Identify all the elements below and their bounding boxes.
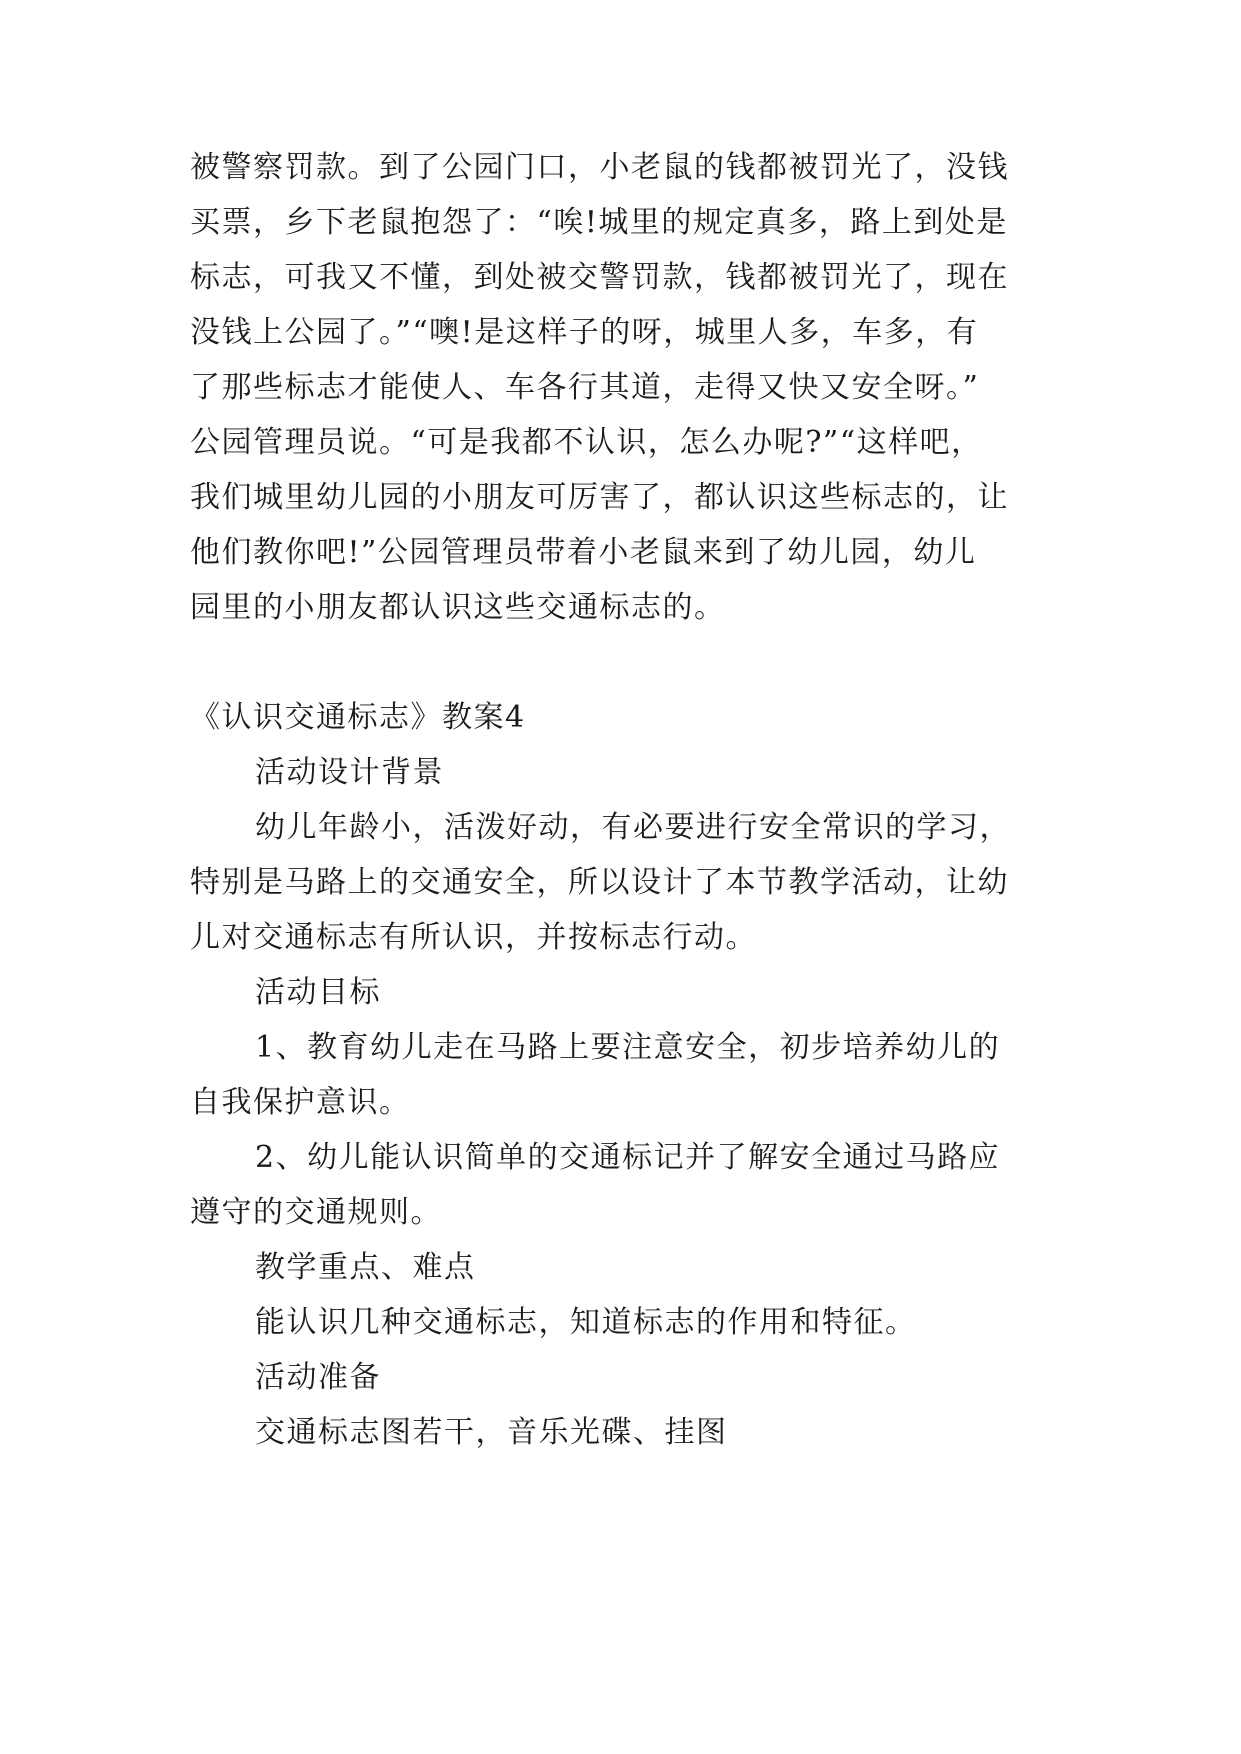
paragraph-line: 遵守的交通规则。 — [190, 1195, 442, 1230]
section-heading-background: 活动设计背景 — [255, 755, 444, 790]
section-heading-key-points: 教学重点、难点 — [255, 1250, 476, 1285]
lesson-title: 《认识交通标志》教案4 — [190, 700, 526, 735]
paragraph-line: 儿对交通标志有所认识，并按标志行动。 — [190, 920, 757, 955]
paragraph-line: 自我保护意识。 — [190, 1085, 411, 1120]
section-heading-preparation: 活动准备 — [255, 1360, 381, 1395]
paragraph-line: 幼儿年龄小，活泼好动，有必要进行安全常识的学习， — [255, 810, 1011, 845]
paragraph-line: 1、教育幼儿走在马路上要注意安全，初步培养幼儿的 — [255, 1030, 1001, 1065]
story-line: 他们教你吧!”公园管理员带着小老鼠来到了幼儿园，幼儿 — [190, 535, 977, 570]
story-line: 园里的小朋友都认识这些交通标志的。 — [190, 590, 726, 625]
story-line: 买票，乡下老鼠抱怨了：“唉!城里的规定真多，路上到处是 — [190, 205, 1008, 240]
story-line: 我们城里幼儿园的小朋友可厉害了，都认识这些标志的，让 — [190, 480, 1009, 515]
story-line: 标志，可我又不懂，到处被交警罚款，钱都被罚光了，现在 — [190, 260, 1009, 295]
story-line: 公园管理员说。“可是我都不认识，怎么办呢?”“这样吧， — [190, 425, 983, 460]
story-line: 了那些标志才能使人、车各行其道，走得又快又安全呀。” — [190, 370, 980, 405]
section-heading-goals: 活动目标 — [255, 975, 381, 1010]
paragraph-line: 特别是马路上的交通安全，所以设计了本节教学活动，让幼 — [190, 865, 1009, 900]
story-line: 没钱上公园了。”“噢!是这样子的呀，城里人多，车多，有 — [190, 315, 979, 350]
story-line: 被警察罚款。到了公园门口，小老鼠的钱都被罚光了，没钱 — [190, 150, 1009, 185]
paragraph-line: 能认识几种交通标志，知道标志的作用和特征。 — [255, 1305, 917, 1340]
paragraph-line: 2、幼儿能认识简单的交通标记并了解安全通过马路应 — [255, 1140, 1001, 1175]
paragraph-line: 交通标志图若干，音乐光碟、挂图 — [255, 1415, 728, 1450]
